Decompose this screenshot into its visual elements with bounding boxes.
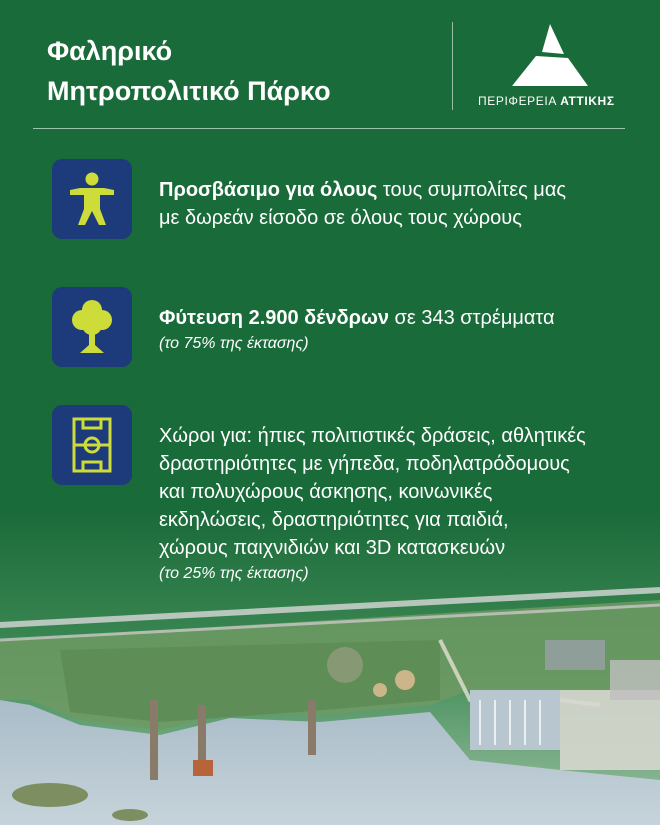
tree-icon [52,287,132,367]
feature-icon-box [52,405,132,485]
feature-2-bold: Φύτευση 2.900 δένδρων [159,307,389,329]
football-field-icon [52,405,132,485]
feature-3-line: και πολυχώρους άσκησης, κοινωνικές [159,481,493,503]
region-logo-text [478,94,615,108]
feature-icon-box [52,159,132,239]
feature-1-rest: τους συμπολίτες μας [377,179,567,201]
feature-3-line: εκδηλώσεις, δραστηριότητες για παιδιά, [159,509,509,531]
logo-text-bold: ΑΤΤΙΚΗΣ [560,94,615,108]
accessibility-icon [52,159,132,239]
feature-3-line: Χώροι για: ήπιες πολιτιστικές δράσεις, αθλητικές [159,425,586,447]
feature-icon-box [52,287,132,367]
triangle-logo-icon [512,24,588,86]
feature-2-note: (το 75% της έκτασης) [159,335,309,352]
title-line-2: Μητροπολιτικό Πάρκο [47,76,331,106]
feature-2-rest: σε 343 στρέμματα [388,307,555,329]
feature-1-bold: Προσβάσιμο για όλους [159,179,378,201]
page-title [47,31,331,111]
feature-3-note: (το 25% της έκτασης) [159,565,309,582]
feature-accessibility-text [159,176,566,232]
feature-1-line2: με δωρεάν είσοδο σε όλους τους χώρους [159,207,522,229]
feature-3-line: δραστηριότητες με γήπεδα, ποδηλατρόδομους [159,453,570,475]
logo-text-regular: ΠΕΡΙΦΕΡΕΙΑ [478,94,561,108]
feature-trees-text [159,304,555,356]
header-divider-vertical [452,22,453,110]
feature-activities-text [159,422,586,586]
title-line-1: Φαληρικό [47,36,173,66]
feature-3-line: χώρους παιχνιδιών και 3D κατασκευών [159,537,506,559]
header-divider-horizontal [33,128,625,129]
